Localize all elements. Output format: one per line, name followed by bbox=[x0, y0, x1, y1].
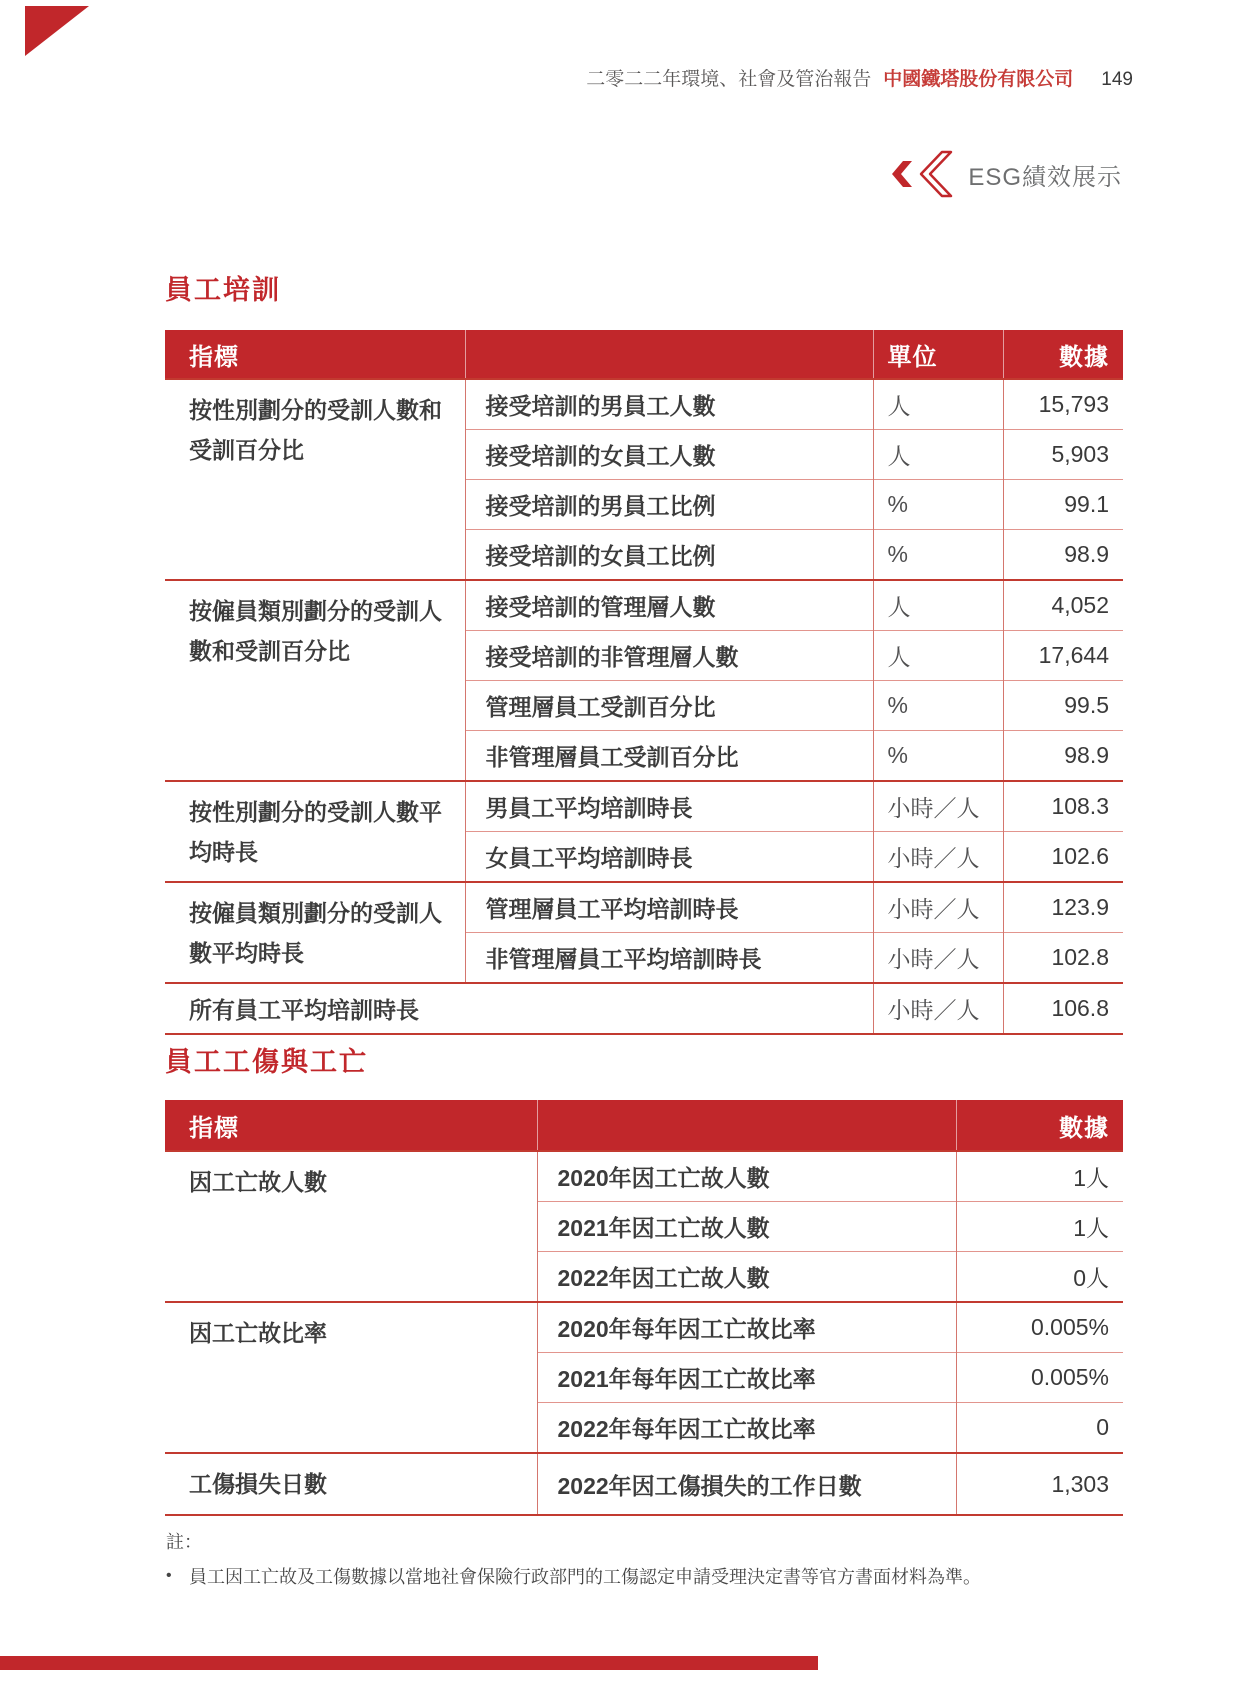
value-cell: 1人 bbox=[956, 1151, 1123, 1202]
value-cell: 5,903 bbox=[1003, 430, 1123, 480]
company-name: 中國鐵塔股份有限公司 bbox=[883, 69, 1074, 90]
value-cell: 102.6 bbox=[1003, 832, 1123, 883]
indicator-cell: 非管理層員工受訓百分比 bbox=[465, 731, 873, 782]
group-label-cell: 因工亡故人數 bbox=[165, 1151, 537, 1302]
value-cell: 1人 bbox=[956, 1202, 1123, 1252]
value-cell: 17,644 bbox=[1003, 631, 1123, 681]
indicator-cell: 2020年每年因工亡故比率 bbox=[537, 1302, 956, 1353]
indicator-cell: 2021年每年因工亡故比率 bbox=[537, 1353, 956, 1403]
chevron-left-outline-icon bbox=[918, 150, 954, 198]
training-table bbox=[165, 330, 1123, 1035]
page-number: 149 bbox=[1101, 69, 1133, 90]
table-row bbox=[165, 1302, 1123, 1353]
table-header-row bbox=[165, 330, 1123, 379]
unit-cell: 小時／人 bbox=[873, 882, 1003, 933]
value-cell: 99.5 bbox=[1003, 681, 1123, 731]
group-label-cell: 工傷損失日數 bbox=[165, 1453, 537, 1515]
value-cell: 4,052 bbox=[1003, 580, 1123, 631]
column-header-value: 數據 bbox=[956, 1100, 1123, 1151]
unit-cell: 小時／人 bbox=[873, 832, 1003, 883]
unit-cell: 小時／人 bbox=[873, 933, 1003, 984]
indicator-cell: 2020年因工亡故人數 bbox=[537, 1151, 956, 1202]
value-cell: 98.9 bbox=[1003, 530, 1123, 581]
indicator-cell: 女員工平均培訓時長 bbox=[465, 832, 873, 883]
report-title: 二零二二年環境、社會及管治報告 bbox=[586, 69, 872, 90]
note-text: 員工因工亡故及工傷數據以當地社會保險行政部門的工傷認定申請受理決定書等官方書面材料為準。 bbox=[189, 1567, 981, 1587]
indicator-cell: 2022年因工亡故人數 bbox=[537, 1252, 956, 1303]
unit-cell: 小時／人 bbox=[873, 781, 1003, 832]
value-cell: 0.005% bbox=[956, 1302, 1123, 1353]
value-cell: 98.9 bbox=[1003, 731, 1123, 782]
indicator-cell: 接受培訓的女員工比例 bbox=[465, 530, 873, 581]
indicator-cell: 接受培訓的非管理層人數 bbox=[465, 631, 873, 681]
column-header-indicator: 指標 bbox=[165, 1100, 537, 1151]
notes-label: 註： bbox=[166, 1532, 202, 1552]
group-label-cell: 按性別劃分的受訓人數平均時長 bbox=[165, 781, 465, 882]
column-header-spacer bbox=[537, 1100, 956, 1151]
value-cell: 99.1 bbox=[1003, 480, 1123, 530]
value-cell: 0 bbox=[956, 1403, 1123, 1454]
indicator-cell: 2021年因工亡故人數 bbox=[537, 1202, 956, 1252]
unit-cell: % bbox=[873, 681, 1003, 731]
value-cell: 123.9 bbox=[1003, 882, 1123, 933]
value-cell: 108.3 bbox=[1003, 781, 1123, 832]
section-title-training: 員工培訓 bbox=[165, 275, 281, 305]
breadcrumb-label: ESG績效展示 bbox=[968, 163, 1122, 191]
unit-cell: 人 bbox=[873, 379, 1003, 430]
column-header-unit: 單位 bbox=[873, 330, 1003, 379]
unit-cell: 小時／人 bbox=[873, 983, 1003, 1034]
value-cell: 0.005% bbox=[956, 1353, 1123, 1403]
table-row bbox=[165, 379, 1123, 430]
table-row bbox=[165, 882, 1123, 933]
note-item bbox=[166, 1565, 1126, 1590]
group-label-cell: 按性別劃分的受訓人數和受訓百分比 bbox=[165, 379, 465, 580]
indicator-cell: 接受培訓的女員工人數 bbox=[465, 430, 873, 480]
notes-block bbox=[166, 1528, 1126, 1590]
section-breadcrumb bbox=[892, 150, 1122, 198]
group-label-cell: 按僱員類別劃分的受訓人數平均時長 bbox=[165, 882, 465, 983]
table-row bbox=[165, 1151, 1123, 1202]
indicator-cell: 2022年因工傷損失的工作日數 bbox=[537, 1453, 956, 1515]
indicator-cell: 接受培訓的男員工人數 bbox=[465, 379, 873, 430]
column-header-value: 數據 bbox=[1003, 330, 1123, 379]
indicator-cell: 管理層員工平均培訓時長 bbox=[465, 882, 873, 933]
bullet-icon: • bbox=[166, 1567, 172, 1584]
indicator-cell: 非管理層員工平均培訓時長 bbox=[465, 933, 873, 984]
injury-table bbox=[165, 1100, 1123, 1516]
group-label-cell: 因工亡故比率 bbox=[165, 1302, 537, 1453]
indicator-cell: 男員工平均培訓時長 bbox=[465, 781, 873, 832]
section-title-injury: 員工工傷與工亡 bbox=[165, 1047, 368, 1077]
unit-cell: 人 bbox=[873, 430, 1003, 480]
value-cell: 102.8 bbox=[1003, 933, 1123, 984]
table-row bbox=[165, 1453, 1123, 1515]
unit-cell: % bbox=[873, 530, 1003, 581]
indicator-cell: 接受培訓的管理層人數 bbox=[465, 580, 873, 631]
column-header-spacer bbox=[465, 330, 873, 379]
column-header-indicator: 指標 bbox=[165, 330, 465, 379]
indicator-cell: 管理層員工受訓百分比 bbox=[465, 681, 873, 731]
value-cell: 1,303 bbox=[956, 1453, 1123, 1515]
indicator-cell: 所有員工平均培訓時長 bbox=[165, 983, 873, 1034]
table-footer-row bbox=[165, 983, 1123, 1034]
unit-cell: 人 bbox=[873, 631, 1003, 681]
unit-cell: % bbox=[873, 731, 1003, 782]
footer-bar-decoration bbox=[0, 1656, 818, 1670]
unit-cell: 人 bbox=[873, 580, 1003, 631]
indicator-cell: 接受培訓的男員工比例 bbox=[465, 480, 873, 530]
unit-cell: % bbox=[873, 480, 1003, 530]
table-row bbox=[165, 580, 1123, 631]
value-cell: 15,793 bbox=[1003, 379, 1123, 430]
group-label-cell: 按僱員類別劃分的受訓人數和受訓百分比 bbox=[165, 580, 465, 781]
value-cell: 106.8 bbox=[1003, 983, 1123, 1034]
chevron-left-solid-icon bbox=[892, 160, 912, 188]
page-header bbox=[586, 64, 1133, 91]
table-header-row bbox=[165, 1100, 1123, 1151]
indicator-cell: 2022年每年因工亡故比率 bbox=[537, 1403, 956, 1454]
table-row bbox=[165, 781, 1123, 832]
page-corner-decoration bbox=[25, 6, 89, 56]
value-cell: 0人 bbox=[956, 1252, 1123, 1303]
